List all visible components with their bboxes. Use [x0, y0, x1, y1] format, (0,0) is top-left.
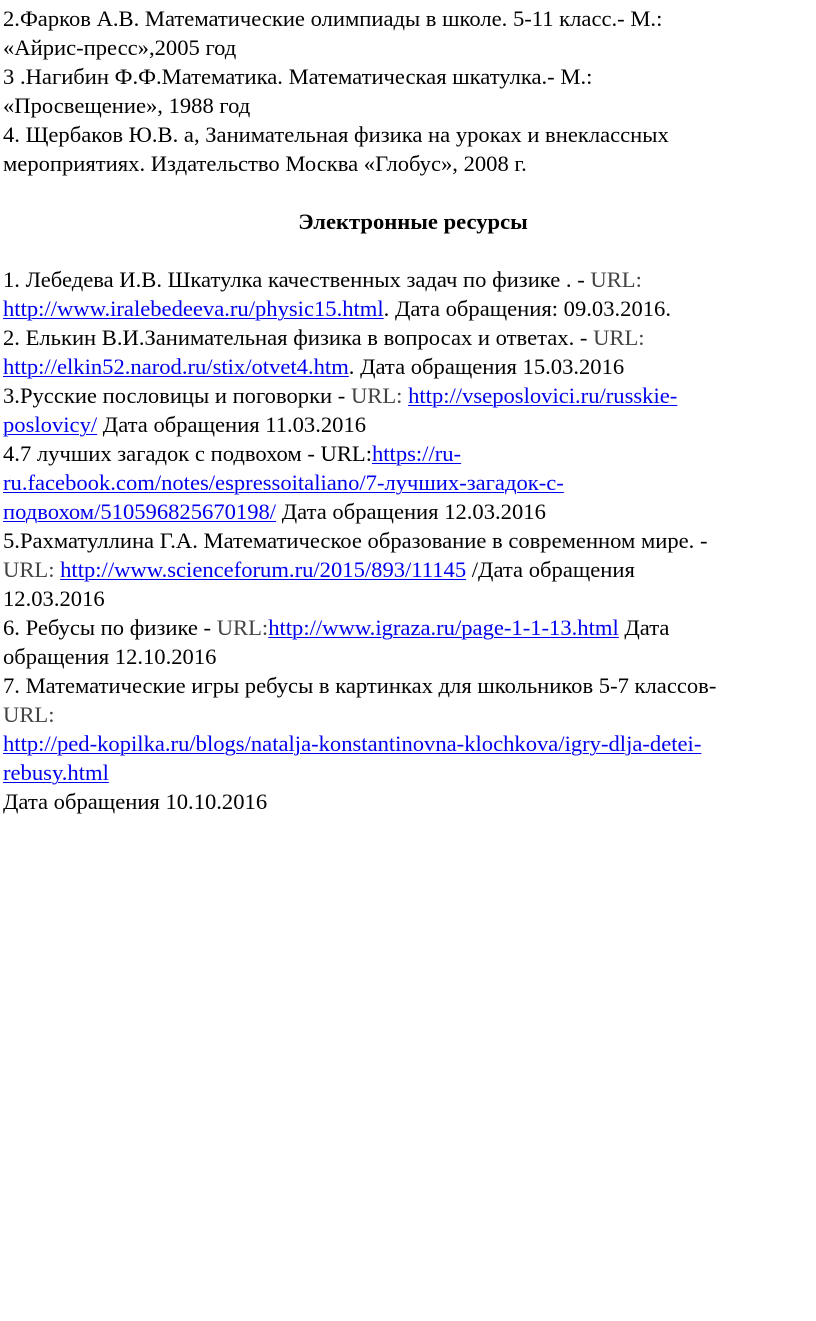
resource-7-link-part-2[interactable]: rebusy.html: [3, 760, 109, 785]
resource-4-link-part-2[interactable]: ru.facebook.com/notes/espressoitaliano/7-лучших-загадок-с-: [3, 470, 564, 495]
resource-4-access-date: Дата обращения 12.03.2016: [276, 499, 546, 524]
resource-1-text: 1. Лебедева И.В. Шкатулка качественных задач по физике . -: [3, 267, 591, 292]
resource-1-url-label: URL:: [590, 267, 642, 292]
resource-5-line-1: 5.Рахматуллина Г.А. Математическое образование в современном мире. -: [3, 528, 708, 553]
resource-1-line-1: [3, 265, 813, 294]
resource-7-line-4: [3, 758, 813, 787]
resource-1-access-date: . Дата обращения: 09.03.2016.: [383, 296, 671, 321]
resource-6-link[interactable]: http://www.igraza.ru/page-1-1-13.html: [268, 615, 619, 640]
resource-4-link-part-1[interactable]: https://ru-: [371, 441, 462, 466]
resource-2-line-1: [3, 323, 813, 352]
spacer: [3, 236, 813, 265]
resource-5-line-3: 12.03.2016: [3, 586, 105, 611]
resource-5-link[interactable]: http://www.scienceforum.ru/2015/893/11145: [60, 557, 467, 582]
resource-4-line-3: [3, 497, 813, 526]
resource-3-url-label: URL:: [350, 383, 403, 408]
literature-item-4-line-1: 4. Щербаков Ю.В. а, Занимательная физика на уроках и внеклассных: [3, 122, 669, 147]
resource-2-url-label: URL:: [593, 325, 645, 350]
resource-7-line-1: 7. Математические игры ребусы в картинках для школьников 5-7 классов-: [3, 673, 717, 698]
resource-1-line-2: [3, 294, 813, 323]
literature-item-2-line-1: 2.Фарков А.В. Математические олимпиады в школе. 5-11 класс.- М.:: [3, 6, 663, 31]
resource-6-line-1: [3, 613, 813, 642]
resource-3-link-part-2[interactable]: poslovicy/: [3, 412, 98, 437]
resource-7-line-3: [3, 729, 813, 758]
resource-6-access-date-label: Дата: [618, 615, 670, 640]
resource-3-text: 3.Русские пословицы и поговорки -: [3, 383, 351, 408]
resource-7-access-date: Дата обращения 10.10.2016: [3, 789, 268, 814]
resource-6-url-label: URL:: [216, 615, 269, 640]
literature-item-3-line-2: «Просвещение», 1988 год: [3, 93, 251, 118]
resource-4-link-part-3[interactable]: подвохом/510596825670198/: [3, 499, 277, 524]
spacer: [3, 178, 813, 207]
resource-3-line-2: [3, 410, 813, 439]
resource-3-access-date: Дата обращения 11.03.2016: [97, 412, 367, 437]
resource-2-link[interactable]: http://elkin52.narod.ru/stix/otvet4.htm: [3, 354, 349, 379]
resource-5-line-2: [3, 555, 813, 584]
resource-2-access-date: . Дата обращения 15.03.2016: [348, 354, 625, 379]
resource-5-access-date-label: /Дата обращения: [466, 557, 635, 582]
resource-6-line-2: обращения 12.10.2016: [3, 644, 217, 669]
literature-item-3-line-1: 3 .Нагибин Ф.Ф.Математика. Математическая шкатулка.- М.:: [3, 64, 593, 89]
resource-5-url-label: URL:: [3, 557, 55, 582]
resource-1-link[interactable]: http://www.iralebedeeva.ru/physic15.html: [3, 296, 384, 321]
literature-item-2-line-2: «Айрис-пресс»,2005 год: [3, 35, 237, 60]
resource-7-link-part-1[interactable]: http://ped-kopilka.ru/blogs/natalja-konstantinovna-klochkova/igry-dlja-detei-: [3, 731, 702, 756]
resource-4-line-2: [3, 468, 813, 497]
section-heading: Электронные ресурсы: [298, 209, 528, 234]
resource-6-text: 6. Ребусы по физике -: [3, 615, 217, 640]
resource-7-url-label: URL:: [3, 702, 55, 727]
literature-item-4-line-2: мероприятиях. Издательство Москва «Глобус», 2008 г.: [3, 151, 527, 176]
resource-3-line-1: [3, 381, 813, 410]
resource-2-text: 2. Елькин В.И.Занимательная физика в вопросах и ответах. -: [3, 325, 594, 350]
document-page: [3, 4, 813, 816]
resource-4-line-1: [3, 439, 813, 468]
resource-2-line-2: [3, 352, 813, 381]
resource-3-link-part-1[interactable]: http://vseposlovici.ru/russkie-: [408, 383, 678, 408]
resource-4-text: 4.7 лучших загадок с подвохом - URL:: [3, 441, 372, 466]
